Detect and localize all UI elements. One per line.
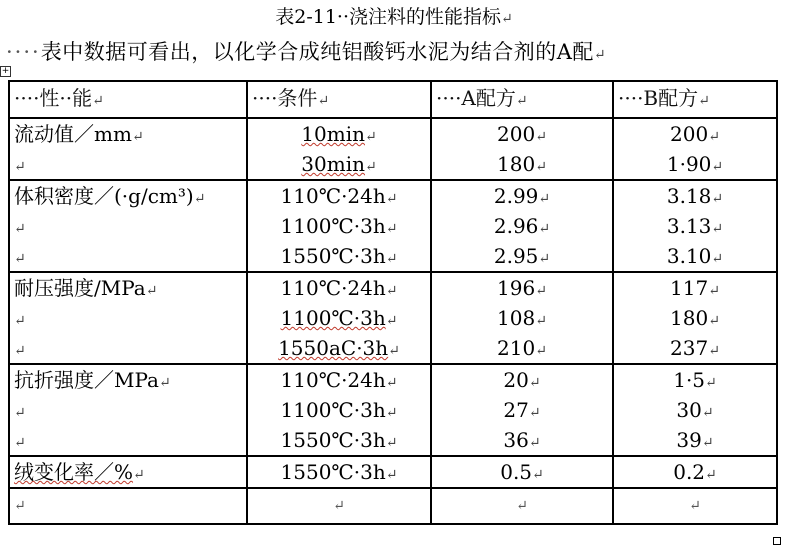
condition-cell[interactable] <box>247 456 431 488</box>
table-row <box>9 456 777 488</box>
table-resize-handle[interactable] <box>773 537 781 545</box>
paragraph-mark-icon: ↵ <box>133 467 145 483</box>
formula-a-cell-line: 20↵ <box>503 368 541 392</box>
paragraph-mark-icon: ↵ <box>385 313 398 329</box>
paragraph-mark-icon: ↵ <box>711 221 724 237</box>
paragraph-mark-icon: ↵ <box>14 405 26 421</box>
header-formula-b[interactable]: ····B配方↵ <box>613 81 777 118</box>
empty-line <box>14 395 242 425</box>
indent-dots: ···· <box>6 40 41 64</box>
table-row <box>9 180 777 272</box>
property-cell[interactable] <box>9 456 247 488</box>
formula-a-cell-line: 210↵ <box>497 336 547 360</box>
blank-cell[interactable] <box>247 488 431 524</box>
header-condition[interactable]: ····条件↵ <box>247 81 431 118</box>
paragraph-mark-icon: ↵ <box>333 498 345 514</box>
empty-line <box>14 425 242 455</box>
paragraph-mark-icon: ↵ <box>385 283 398 299</box>
formula-a-cell[interactable] <box>431 364 613 456</box>
header-property[interactable]: ····性··能↵ <box>9 81 247 118</box>
formula-b-cell-line: 3.10↵ <box>666 244 724 268</box>
condition-cell[interactable] <box>247 272 431 364</box>
condition-cell-line: 110℃·24h↵ <box>280 184 398 208</box>
condition-cell-line: 1550℃·3h↵ <box>280 428 398 452</box>
formula-b-cell[interactable] <box>613 180 777 272</box>
formula-b-cell-line: 180↵ <box>670 306 720 330</box>
formula-b-cell[interactable] <box>613 272 777 364</box>
paragraph-mark-icon: ↵ <box>535 159 547 175</box>
formula-a-cell-line: 200↵ <box>497 122 547 146</box>
formula-a-cell[interactable] <box>431 272 613 364</box>
property-cell[interactable] <box>9 118 247 180</box>
condition-cell-line: 1550aC·3h↵ <box>278 336 400 360</box>
paragraph-mark-icon: ↵ <box>593 47 607 63</box>
paragraph-mark-icon: ↵ <box>385 251 398 267</box>
paragraph-mark-icon: ↵ <box>538 221 551 237</box>
property-cell[interactable] <box>9 272 247 364</box>
paragraph-mark-icon: ↵ <box>501 11 513 27</box>
empty-line <box>14 333 242 363</box>
paragraph-mark-icon: ↵ <box>14 159 26 175</box>
formula-b-cell-line: 117↵ <box>670 276 720 300</box>
paragraph-mark-icon: ↵ <box>708 283 720 299</box>
property-label: 耐压强度/MPa↵ <box>14 276 158 300</box>
condition-cell-line: 30min↵ <box>301 152 377 176</box>
header-formula-a[interactable]: ····A配方↵ <box>431 81 613 118</box>
formula-b-cell-line: 0.2↵ <box>673 460 717 484</box>
formula-b-cell-line: 237↵ <box>670 336 720 360</box>
paragraph-mark-icon: ↵ <box>14 221 26 237</box>
property-label: 体积密度／(·g/cm³)↵ <box>14 184 206 208</box>
formula-a-cell-line: 108↵ <box>497 306 547 330</box>
formula-a-cell-line: 2.99↵ <box>493 184 551 208</box>
paragraph-mark-icon: ↵ <box>364 129 377 145</box>
condition-cell[interactable] <box>247 364 431 456</box>
paragraph-mark-icon: ↵ <box>535 343 547 359</box>
formula-b-cell-line: 3.18↵ <box>666 184 724 208</box>
table-header-row <box>9 81 777 118</box>
formula-b-cell[interactable] <box>613 118 777 180</box>
paragraph-mark-icon: ↵ <box>701 405 714 421</box>
condition-cell-line: 1550℃·3h↵ <box>280 460 398 484</box>
paragraph-mark-icon: ↵ <box>193 191 206 207</box>
condition-cell-line: 1100℃·3h↵ <box>280 306 398 330</box>
paragraph-mark-icon: ↵ <box>14 313 26 329</box>
paragraph-mark-icon: ↵ <box>535 283 547 299</box>
empty-line <box>14 303 242 333</box>
paragraph-mark-icon: ↵ <box>364 159 377 175</box>
condition-cell[interactable] <box>247 180 431 272</box>
blank-row <box>9 488 777 524</box>
formula-a-cell-line: 180↵ <box>497 152 547 176</box>
formula-a-cell-line: 0.5↵ <box>500 460 544 484</box>
formula-b-cell[interactable] <box>613 364 777 456</box>
paragraph-mark-icon: ↵ <box>538 191 551 207</box>
formula-b-cell-line: 3.13↵ <box>666 214 724 238</box>
formula-a-cell[interactable] <box>431 456 613 488</box>
property-label: 绒变化率／%↵ <box>14 460 145 484</box>
empty-line <box>14 241 242 271</box>
formula-a-cell[interactable] <box>431 118 613 180</box>
paragraph-mark-icon: ↵ <box>528 375 541 391</box>
properties-table <box>8 80 778 525</box>
intro-paragraph[interactable] <box>6 38 606 69</box>
empty-line <box>14 211 242 241</box>
paragraph-mark-icon: ↵ <box>14 498 26 514</box>
paragraph-mark-icon: ↵ <box>131 129 144 145</box>
paragraph-mark-icon: ↵ <box>535 313 547 329</box>
formula-a-cell[interactable] <box>431 180 613 272</box>
blank-cell[interactable] <box>431 488 613 524</box>
formula-a-cell-line: 2.95↵ <box>493 244 551 268</box>
paragraph-mark-icon: ↵ <box>145 283 158 299</box>
paragraph-mark-icon: ↵ <box>14 435 26 451</box>
condition-cell-line: 1100℃·3h↵ <box>280 214 398 238</box>
formula-a-cell-line: 27↵ <box>503 398 541 422</box>
paragraph-mark-icon: ↵ <box>705 375 717 391</box>
paragraph-mark-icon: ↵ <box>385 375 398 391</box>
paragraph-mark-icon: ↵ <box>711 191 724 207</box>
paragraph-mark-icon: ↵ <box>388 343 400 359</box>
paragraph-mark-icon: ↵ <box>708 313 720 329</box>
formula-b-cell-line: 1·90↵ <box>666 152 724 176</box>
paragraph-mark-icon: ↵ <box>385 467 398 483</box>
table-row <box>9 272 777 364</box>
condition-cell-line: 110℃·24h↵ <box>280 368 398 392</box>
formula-a-cell-line: 36↵ <box>503 428 541 452</box>
paragraph-mark-icon: ↵ <box>711 251 724 267</box>
paragraph-mark-icon: ↵ <box>516 498 528 514</box>
formula-a-cell-line: 196↵ <box>497 276 547 300</box>
paragraph-mark-icon: ↵ <box>528 405 541 421</box>
paragraph-mark-icon: ↵ <box>689 498 701 514</box>
paragraph-mark-icon: ↵ <box>708 129 720 145</box>
blank-cell[interactable] <box>9 488 247 524</box>
formula-b-cell-line: 1·5↵ <box>673 368 717 392</box>
paragraph-mark-icon: ↵ <box>708 343 720 359</box>
paragraph-mark-icon: ↵ <box>538 251 551 267</box>
property-cell[interactable] <box>9 180 247 272</box>
paragraph-mark-icon: ↵ <box>385 405 398 421</box>
paragraph-mark-icon: ↵ <box>385 221 398 237</box>
formula-b-cell[interactable] <box>613 456 777 488</box>
property-cell[interactable] <box>9 364 247 456</box>
condition-cell-line: 10min↵ <box>301 122 377 146</box>
paragraph-mark-icon: ↵ <box>701 435 714 451</box>
move-anchor-icon[interactable]: + <box>1 66 10 76</box>
table-row <box>9 118 777 180</box>
paragraph-mark-icon: ↵ <box>711 159 724 175</box>
paragraph-mark-icon: ↵ <box>535 129 547 145</box>
caption-text: 表2-11··浇注料的性能指标 <box>275 6 502 28</box>
property-label: 抗折强度／MPa↵ <box>14 368 171 392</box>
paragraph-mark-icon: ↵ <box>532 467 544 483</box>
paragraph-mark-icon: ↵ <box>14 343 26 359</box>
condition-cell-line: 1100℃·3h↵ <box>280 398 398 422</box>
blank-cell[interactable] <box>613 488 777 524</box>
property-label: 流动值／mm↵ <box>14 122 144 146</box>
paragraph-mark-icon: ↵ <box>385 435 398 451</box>
paragraph-mark-icon: ↵ <box>158 375 171 391</box>
paragraph-mark-icon: ↵ <box>14 251 26 267</box>
formula-b-cell-line: 200↵ <box>670 122 720 146</box>
formula-b-cell-line: 30↵ <box>676 398 714 422</box>
condition-cell[interactable] <box>247 118 431 180</box>
table-caption <box>0 4 788 32</box>
condition-cell-line: 110℃·24h↵ <box>280 276 398 300</box>
formula-b-cell-line: 39↵ <box>676 428 714 452</box>
table-row <box>9 364 777 456</box>
formula-a-cell-line: 2.96↵ <box>493 214 551 238</box>
intro-text: 表中数据可看出，以化学合成纯铝酸钙水泥为结合剂的A配 <box>40 40 594 64</box>
condition-cell-line: 1550℃·3h↵ <box>280 244 398 268</box>
paragraph-mark-icon: ↵ <box>705 467 717 483</box>
empty-line <box>14 149 242 179</box>
paragraph-mark-icon: ↵ <box>385 191 398 207</box>
paragraph-mark-icon: ↵ <box>528 435 541 451</box>
